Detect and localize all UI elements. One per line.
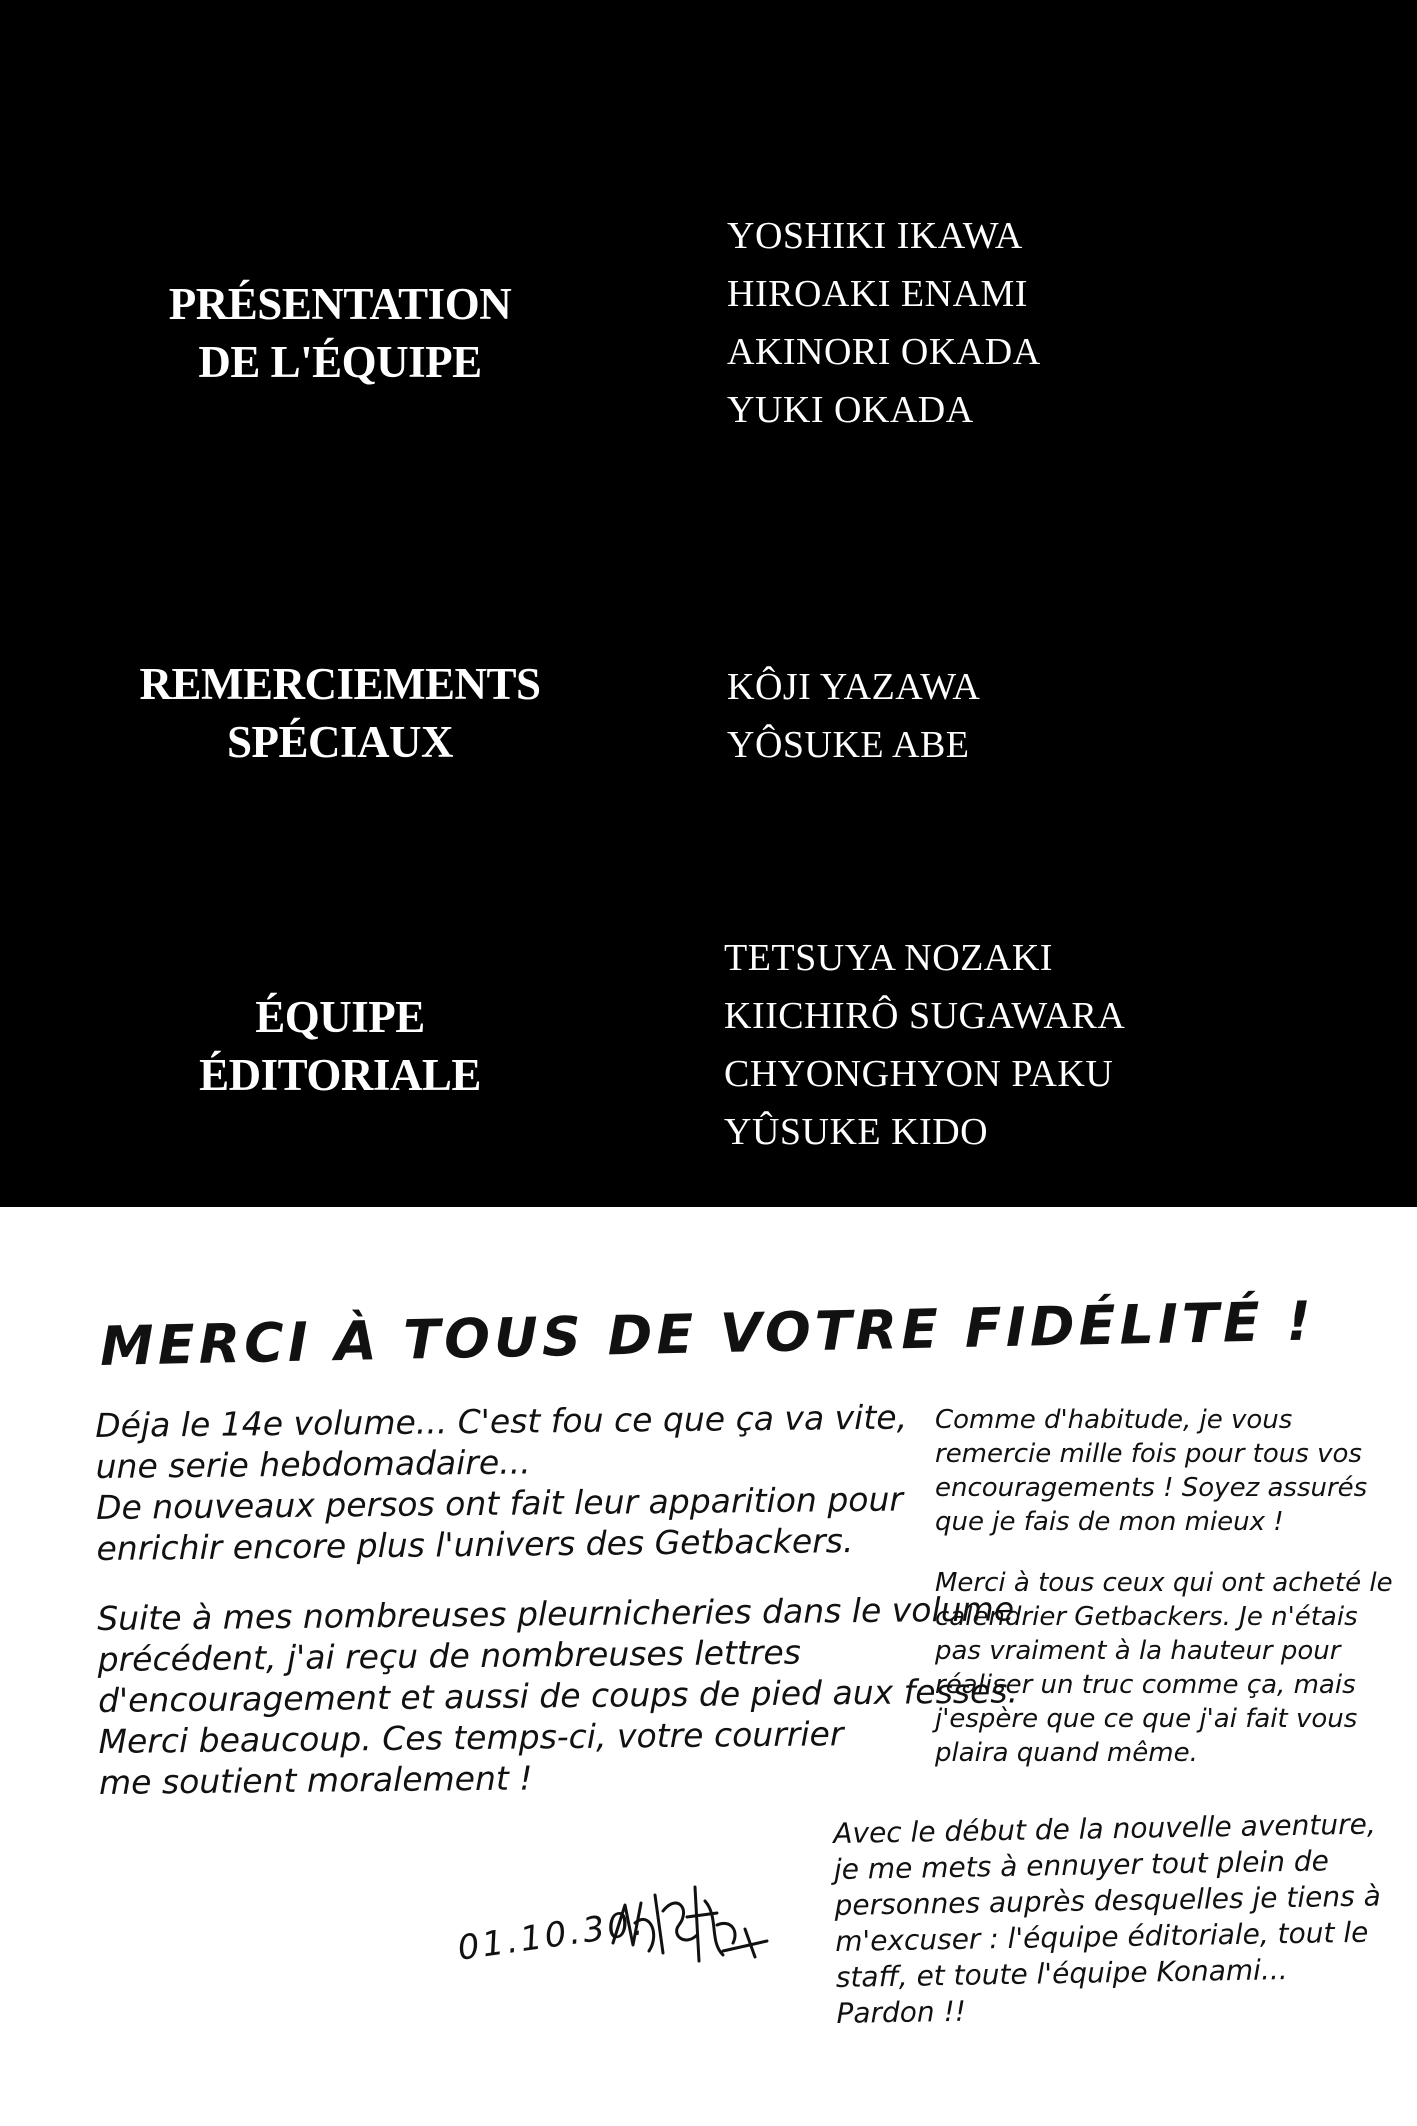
- team-name: YUKI OKADA: [727, 389, 974, 431]
- editorial-name: CHYONGHYON PAKU: [724, 1053, 1114, 1095]
- message-line: réaliser un truc comme ça, mais: [935, 1670, 1356, 1700]
- message-line: plaira quand même.: [935, 1738, 1198, 1768]
- message-line: Déja le 14e volume... C'est fou ce que ça va vite,: [95, 1397, 908, 1445]
- message-line: Merci à tous ceux qui ont acheté le: [935, 1568, 1393, 1598]
- editorial-name: KIICHIRÔ SUGAWARA: [724, 995, 1126, 1037]
- message-left-column: [95, 1395, 1019, 1803]
- editorial-heading-line: ÉDITORIALE: [199, 1050, 481, 1100]
- message-line: Avec le début de la nouvelle aventure,: [833, 1807, 1376, 1850]
- message-title: MERCI À TOUS DE VOTRE FIDÉLITÉ !: [99, 1289, 1316, 1378]
- team-name: HIROAKI ENAMI: [727, 273, 1028, 315]
- message-line: m'excuser : l'équipe éditoriale, tout le: [834, 1915, 1369, 1958]
- thanks-heading: [130, 655, 550, 771]
- team-heading: [130, 275, 550, 391]
- editorial-heading: [130, 988, 550, 1104]
- message-line: que je fais de mon mieux !: [935, 1507, 1284, 1537]
- message-line: Comme d'habitude, je vous: [935, 1405, 1293, 1435]
- editorial-heading-line: ÉQUIPE: [255, 992, 425, 1042]
- message-line: me soutient moralement !: [98, 1758, 533, 1802]
- message-line: précédent, j'ai reçu de nombreuses lettres: [97, 1632, 802, 1679]
- paragraph-gap: [935, 1539, 1393, 1566]
- team-heading-line: DE L'ÉQUIPE: [198, 337, 482, 387]
- message-line: Pardon !!: [836, 1994, 967, 2030]
- message-closing: [833, 1806, 1383, 2032]
- message-line: personnes auprès desquelles je tiens à: [834, 1879, 1382, 1922]
- author-message: [0, 1207, 1417, 2126]
- message-right-column: [935, 1403, 1393, 1770]
- editorial-names: [724, 929, 1125, 1161]
- author-signature: [605, 1865, 775, 1975]
- message-line: j'espère que ce que j'ai fait vous: [935, 1704, 1358, 1734]
- message-line: remercie mille fois pour tous vos: [935, 1439, 1362, 1469]
- thanks-name: KÔJI YAZAWA: [727, 666, 981, 708]
- thanks-name: YÔSUKE ABE: [727, 724, 970, 766]
- message-line: Suite à mes nombreuses pleurnicheries dans le volume: [97, 1589, 1015, 1638]
- team-name: YOSHIKI IKAWA: [727, 215, 1023, 257]
- message-line: une serie hebdomadaire...: [95, 1442, 531, 1486]
- message-line: staff, et toute l'équipe Konami...: [835, 1953, 1288, 1994]
- editorial-name: YÛSUKE KIDO: [724, 1111, 989, 1153]
- message-line: calendrier Getbackers. Je n'étais: [935, 1602, 1358, 1632]
- team-heading-line: PRÉSENTATION: [168, 279, 512, 329]
- message-line: pas vraiment à la hauteur pour: [935, 1636, 1341, 1666]
- message-line: enrichir encore plus l'univers des Getbackers.: [96, 1521, 854, 1568]
- editorial-name: TETSUYA NOZAKI: [724, 937, 1053, 979]
- message-line: encouragements ! Soyez assurés: [935, 1473, 1368, 1503]
- team-names: [727, 207, 1041, 439]
- team-name: AKINORI OKADA: [727, 331, 1041, 373]
- message-date: 01.10.30.: [455, 1902, 649, 1969]
- message-line: De nouveaux persos ont fait leur apparition pour: [95, 1479, 904, 1527]
- thanks-names: [727, 658, 980, 774]
- thanks-heading-line: SPÉCIAUX: [226, 717, 454, 767]
- message-line: je me mets à ennuyer tout plein de: [833, 1844, 1330, 1886]
- message-line: d'encouragement et aussi de coups de pied aux fesses.: [97, 1671, 1019, 1720]
- message-line: Merci beaucoup. Ces temps-ci, votre courrier: [98, 1714, 844, 1761]
- thanks-heading-line: REMERCIEMENTS: [139, 659, 541, 709]
